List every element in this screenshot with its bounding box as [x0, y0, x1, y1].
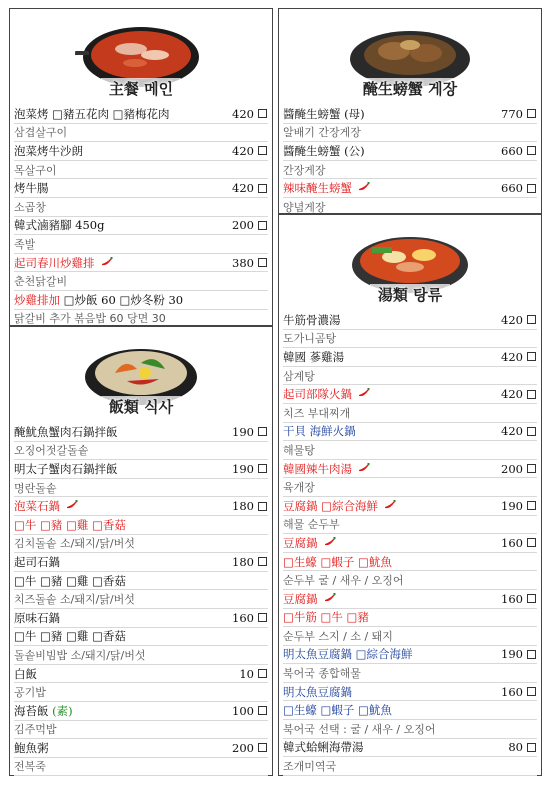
- order-checkbox[interactable]: [258, 502, 267, 511]
- menu-item-price: 380: [232, 255, 254, 270]
- menu-item-text: 해물탕: [283, 443, 315, 457]
- menu-item-name: [14, 535, 268, 551]
- menu-item-text: 起司部隊火鍋: [283, 387, 352, 402]
- section-header: [10, 9, 272, 105]
- menu-item-text: 辣味醃生螃蟹: [283, 181, 352, 196]
- menu-item-text: 牛筋骨濃湯: [283, 312, 341, 327]
- menu-item-name: [14, 143, 210, 159]
- menu-item-name: [283, 702, 537, 718]
- menu-item: [283, 460, 537, 479]
- menu-item-price: 100: [232, 703, 254, 718]
- menu-item-name: [283, 143, 479, 159]
- menu-item-text: □牛 □豬 □雞 □香菇: [14, 573, 126, 588]
- order-checkbox[interactable]: [527, 427, 536, 436]
- menu-item-text: 목살구이: [14, 163, 57, 177]
- menu-item-name: [14, 610, 210, 626]
- menu-item-text: □牛 □豬 □雞 □香菇: [14, 517, 126, 532]
- menu-list: [10, 105, 272, 328]
- menu-item: [283, 348, 537, 367]
- menu-item-name: [14, 554, 210, 570]
- vegetarian-tag: (素): [52, 703, 73, 718]
- section-rice: [9, 326, 273, 776]
- menu-item-text: 海苔飯: [14, 703, 53, 718]
- menu-item-name: [283, 461, 479, 477]
- menu-item-name: [14, 236, 268, 252]
- menu-item-price: 420: [501, 349, 523, 364]
- menu-item-name: [14, 273, 268, 289]
- menu-item-price: 10: [239, 666, 254, 681]
- menu-item-price: 420: [501, 424, 523, 439]
- order-checkbox[interactable]: [527, 184, 536, 193]
- menu-item: [14, 217, 268, 236]
- order-checkbox[interactable]: [527, 687, 536, 696]
- menu-item: [14, 609, 268, 628]
- menu-item-korean-name: [14, 758, 268, 777]
- menu-item-name: [283, 162, 537, 178]
- menu-item-text: 豆腐鍋 □綜合海鮮: [283, 498, 379, 513]
- menu-item: [283, 739, 537, 758]
- menu-item-text: 白飯: [14, 666, 37, 681]
- menu-item-name: [283, 591, 479, 607]
- section-main: [9, 8, 273, 326]
- menu-item-name: [14, 758, 268, 774]
- menu-item-korean-name: [283, 757, 537, 776]
- menu-item-korean-name: [283, 571, 537, 590]
- menu-item-name: [14, 480, 268, 496]
- menu-item-price: 660: [501, 143, 523, 158]
- menu-item-price: 420: [232, 181, 254, 196]
- menu-item-name: [14, 591, 268, 607]
- menu-item-korean-name: [283, 161, 537, 180]
- menu-item-text: 해물 순두부: [283, 518, 340, 532]
- menu-item-text: 춘천닭갈비: [14, 275, 68, 289]
- menu-item-text: □生蠔 □蝦子 □魷魚: [283, 703, 392, 718]
- menu-item-text: 도가니곰탕: [283, 332, 337, 346]
- menu-item-korean-name: [14, 235, 268, 254]
- menu-item: [283, 423, 537, 442]
- order-checkbox[interactable]: [258, 258, 267, 267]
- chili-pepper-icon: [384, 500, 396, 513]
- menu-item: [14, 516, 268, 535]
- menu-item-korean-name: [283, 330, 537, 349]
- menu-item-name: [14, 255, 210, 271]
- menu-item-name: [283, 312, 479, 328]
- menu-item-korean-name: [283, 367, 537, 386]
- menu-item-text: 原味石鍋: [14, 610, 60, 625]
- menu-item-price: 770: [501, 106, 523, 121]
- menu-item: [283, 609, 537, 628]
- order-checkbox[interactable]: [258, 613, 267, 622]
- menu-item-text: 干貝 海鮮火鍋: [283, 424, 356, 439]
- menu-item-text: 豆腐鍋: [283, 535, 318, 550]
- chili-pepper-icon: [66, 500, 78, 513]
- menu-item-text: 조개미역국: [283, 760, 337, 774]
- menu-item-name: [14, 647, 268, 663]
- menu-item-korean-name: [14, 721, 268, 740]
- menu-item-text: 오징어젓갈돌솥: [14, 444, 89, 458]
- menu-item-text: 간장게장: [283, 163, 326, 177]
- order-checkbox[interactable]: [527, 650, 536, 659]
- menu-item-name: [283, 554, 537, 570]
- menu-item-name: [14, 310, 268, 326]
- menu-item-name: [283, 535, 479, 551]
- menu-item-text: 김치돌솥 소/돼지/닭/버섯: [14, 537, 135, 551]
- section-title: 醃生螃蟹 게장: [355, 78, 465, 99]
- menu-item-text: 醃魷魚蟹肉石鍋拌飯: [14, 424, 118, 439]
- menu-list: [10, 423, 272, 776]
- menu-item-name: [283, 684, 479, 700]
- order-checkbox[interactable]: [258, 706, 267, 715]
- menu-item-text: □牛 □豬 □雞 □香菇: [14, 629, 126, 644]
- menu-item-name: [283, 516, 537, 532]
- menu-item-text: 泡菜石鍋: [14, 499, 60, 514]
- menu-item: [14, 254, 268, 273]
- menu-item-korean-name: [14, 272, 268, 291]
- menu-item-text: 韓式蛤蜊海帶湯: [283, 740, 364, 755]
- menu-item-price: 160: [501, 684, 523, 699]
- menu-item-text: 起司石鍋: [14, 554, 60, 569]
- menu-item-name: [14, 461, 210, 477]
- menu-item: [283, 683, 537, 702]
- menu-item-text: 치즈 부대찌개: [283, 406, 351, 420]
- menu-item-korean-name: [14, 535, 268, 554]
- menu-item-text: 烤牛腸: [14, 181, 49, 196]
- order-checkbox[interactable]: [527, 501, 536, 510]
- menu-item-name: [14, 721, 268, 737]
- menu-item-name: [283, 609, 537, 625]
- menu-item-text: 소곱창: [14, 200, 46, 214]
- menu-item-text: □生蠔 □蝦子 □魷魚: [283, 554, 392, 569]
- menu-item-text: 김주먹밥: [14, 723, 57, 737]
- order-checkbox[interactable]: [258, 743, 267, 752]
- menu-item-text: 양념게장: [283, 200, 326, 214]
- chili-pepper-icon: [358, 388, 370, 401]
- order-checkbox[interactable]: [527, 594, 536, 603]
- menu-item-text: 泡菜烤 □豬五花肉 □豬梅花肉: [14, 106, 170, 121]
- chili-pepper-icon: [101, 257, 113, 270]
- menu-item-text: 육개장: [283, 481, 315, 495]
- menu-item-korean-name: [283, 516, 537, 535]
- menu-item-text: 鮑魚粥: [14, 740, 49, 755]
- menu-item-text: 韓國辣牛肉湯: [283, 461, 352, 476]
- menu-item-name: [283, 405, 537, 421]
- menu-item: [283, 534, 537, 553]
- menu-item-text: 韓式滷豬腳 450g: [14, 218, 105, 233]
- menu-item-name: [283, 124, 537, 140]
- chili-pepper-icon: [324, 537, 336, 550]
- menu-item-name: [14, 498, 210, 514]
- order-checkbox[interactable]: [527, 315, 536, 324]
- menu-item-name-highlight: 炒雞排加: [14, 292, 60, 307]
- menu-item-text: □牛筋 □牛 □豬: [283, 610, 369, 625]
- menu-item: [283, 105, 537, 124]
- order-checkbox[interactable]: [258, 557, 267, 566]
- menu-item-price: 420: [501, 387, 523, 402]
- menu-item: [14, 423, 268, 442]
- menu-item-price: 190: [501, 647, 523, 662]
- menu-item-text: 전복죽: [14, 760, 46, 774]
- menu-item-text: 족발: [14, 237, 36, 251]
- menu-item: [14, 628, 268, 647]
- menu-item-name: [283, 479, 537, 495]
- menu-item: [14, 291, 268, 310]
- menu-item-text: 알배기 간장게장: [283, 126, 361, 140]
- menu-item-text: □炒飯 60 □炒冬粉 30: [60, 292, 184, 307]
- order-checkbox[interactable]: [527, 352, 536, 361]
- order-checkbox[interactable]: [527, 743, 536, 752]
- menu-item-price: 200: [501, 461, 523, 476]
- menu-item-name: [283, 180, 479, 196]
- menu-item-korean-name: [14, 479, 268, 498]
- menu-item-price: 200: [232, 218, 254, 233]
- menu-item: [14, 105, 268, 124]
- menu-item: [14, 665, 268, 684]
- menu-item-korean-name: [283, 664, 537, 683]
- menu-item-korean-name: [283, 124, 537, 143]
- menu-item-price: 180: [232, 499, 254, 514]
- menu-item-text: 북어국 종합해물: [283, 667, 361, 681]
- menu-item: [14, 702, 268, 721]
- order-checkbox[interactable]: [527, 390, 536, 399]
- section-header: [279, 9, 541, 105]
- menu-item-text: 순두부 스지 / 소 / 돼지: [283, 629, 393, 643]
- menu-item-name: [283, 442, 537, 458]
- menu-item-korean-name: [14, 683, 268, 702]
- menu-item-text: 명란돌솥: [14, 481, 57, 495]
- menu-item-text: 닭갈비 추가 볶음밥 60 당면 30: [14, 312, 166, 326]
- menu-item-text: 醬醃生螃蟹 (母): [283, 106, 365, 121]
- menu-item-text: 醬醃生螃蟹 (公): [283, 143, 365, 158]
- menu-item-name: [283, 106, 479, 122]
- menu-item-name: [14, 424, 210, 440]
- menu-item-korean-name: [283, 627, 537, 646]
- menu-item-text: 韓國 蔘雞湯: [283, 349, 345, 364]
- menu-item-name: [14, 124, 268, 140]
- menu-item-text: 치즈돌솥 소/돼지/닭/버섯: [14, 593, 135, 607]
- menu-item: [283, 590, 537, 609]
- chili-pepper-icon: [324, 593, 336, 606]
- menu-item-name: [14, 573, 268, 589]
- order-checkbox[interactable]: [258, 184, 267, 193]
- menu-item-text: 북어국 선택 : 굴 / 새우 / 오징어: [283, 722, 436, 736]
- menu-item-korean-name: [283, 720, 537, 739]
- menu-item-name: [14, 740, 210, 756]
- menu-item-name: [283, 665, 537, 681]
- menu-item-price: 420: [501, 312, 523, 327]
- menu-item-name: [283, 646, 479, 662]
- menu-item: [14, 497, 268, 516]
- menu-item-text: 삼겹살구이: [14, 126, 68, 140]
- menu-item-korean-name: [283, 404, 537, 423]
- menu-item-price: 200: [232, 740, 254, 755]
- menu-item: [283, 553, 537, 572]
- menu-item: [283, 497, 537, 516]
- menu-item-korean-name: [14, 124, 268, 143]
- menu-item: [283, 385, 537, 404]
- menu-item: [14, 553, 268, 572]
- menu-item-text: 明太魚豆腐鍋 □綜合海鮮: [283, 647, 413, 662]
- menu-item-name: [283, 721, 537, 737]
- menu-item-name: [14, 199, 268, 215]
- order-checkbox[interactable]: [258, 221, 267, 230]
- menu-item-name: [283, 423, 479, 439]
- section-title: 主餐 메인: [101, 78, 181, 99]
- menu-item-price: 160: [501, 591, 523, 606]
- menu-item: [283, 311, 537, 330]
- menu-item-price: 420: [232, 106, 254, 121]
- menu-item: [14, 460, 268, 479]
- menu-item-text: 공기밥: [14, 686, 46, 700]
- section-title: 湯類 탕류: [370, 284, 450, 305]
- section-title: 飯類 식사: [101, 396, 181, 417]
- menu-item-name: [14, 517, 268, 533]
- menu-item-name: [283, 330, 537, 346]
- menu-item-korean-name: [14, 198, 268, 217]
- order-checkbox[interactable]: [258, 669, 267, 678]
- menu-item-price: 80: [508, 740, 523, 755]
- menu-item-name: [283, 386, 479, 402]
- menu-item-name: [14, 442, 268, 458]
- menu-item: [14, 179, 268, 198]
- menu-item-korean-name: [283, 441, 537, 460]
- menu-item-name: [14, 292, 268, 308]
- menu-item: [14, 572, 268, 591]
- menu-item-name: [14, 106, 210, 122]
- menu-item-name: [283, 498, 479, 514]
- menu-item-text: 豆腐鍋: [283, 591, 318, 606]
- menu-item-name: [14, 217, 210, 233]
- menu-item-name: [14, 180, 210, 196]
- menu-item-text: 순두부 굴 / 새우 / 오징어: [283, 574, 404, 588]
- menu-list: [279, 105, 541, 217]
- menu-item: [14, 142, 268, 161]
- menu-item: [283, 701, 537, 720]
- menu-item: [283, 142, 537, 161]
- menu-item-name: [14, 703, 210, 719]
- order-checkbox[interactable]: [527, 146, 536, 155]
- order-checkbox[interactable]: [258, 146, 267, 155]
- menu-item-text: 돌솥비빔밥 소/돼지/닭/버섯: [14, 648, 146, 662]
- section-soup: [278, 214, 542, 776]
- menu-item-name: [283, 368, 537, 384]
- menu-item-name: [283, 349, 479, 365]
- menu-item: [283, 179, 537, 198]
- menu-item-name: [283, 628, 537, 644]
- section-crab: [278, 8, 542, 214]
- order-checkbox[interactable]: [527, 464, 536, 473]
- menu-item-name: [283, 572, 537, 588]
- menu-item-price: 160: [501, 535, 523, 550]
- menu-item-korean-name: [14, 442, 268, 461]
- menu-item-korean-name: [14, 590, 268, 609]
- menu-item-text: 明太魚豆腐鍋: [283, 684, 352, 699]
- menu-item-price: 190: [501, 498, 523, 513]
- menu-item: [283, 646, 537, 665]
- menu-item-price: 160: [232, 610, 254, 625]
- menu-item-korean-name: [14, 646, 268, 665]
- menu-item-price: 660: [501, 181, 523, 196]
- menu-item-text: 起司春川炒雞排: [14, 255, 95, 270]
- menu-item-korean-name: [283, 478, 537, 497]
- menu-item-name: [283, 199, 537, 215]
- menu-item-price: 180: [232, 554, 254, 569]
- order-checkbox[interactable]: [527, 109, 536, 118]
- menu-item-name: [14, 684, 268, 700]
- section-header: [279, 215, 541, 311]
- menu-item-text: 삼계탕: [283, 369, 315, 383]
- menu-item-text: 泡菜烤牛沙朗: [14, 143, 83, 158]
- menu-item-text: 明太子蟹肉石鍋拌飯: [14, 461, 118, 476]
- menu-item: [14, 739, 268, 758]
- order-checkbox[interactable]: [527, 538, 536, 547]
- menu-item-name: [14, 666, 210, 682]
- menu-item-name: [14, 162, 268, 178]
- menu-item-price: 420: [232, 143, 254, 158]
- chili-pepper-icon: [358, 182, 370, 195]
- menu-item-name: [283, 739, 479, 755]
- order-checkbox[interactable]: [258, 109, 267, 118]
- menu-item-name: [14, 628, 268, 644]
- order-checkbox[interactable]: [258, 427, 267, 436]
- menu-item-name: [283, 758, 537, 774]
- order-checkbox[interactable]: [258, 464, 267, 473]
- menu-item-price: 190: [232, 461, 254, 476]
- chili-pepper-icon: [358, 463, 370, 476]
- menu-item-korean-name: [14, 161, 268, 180]
- menu-list: [279, 311, 541, 776]
- menu-item-price: 190: [232, 424, 254, 439]
- section-header: [10, 327, 272, 423]
